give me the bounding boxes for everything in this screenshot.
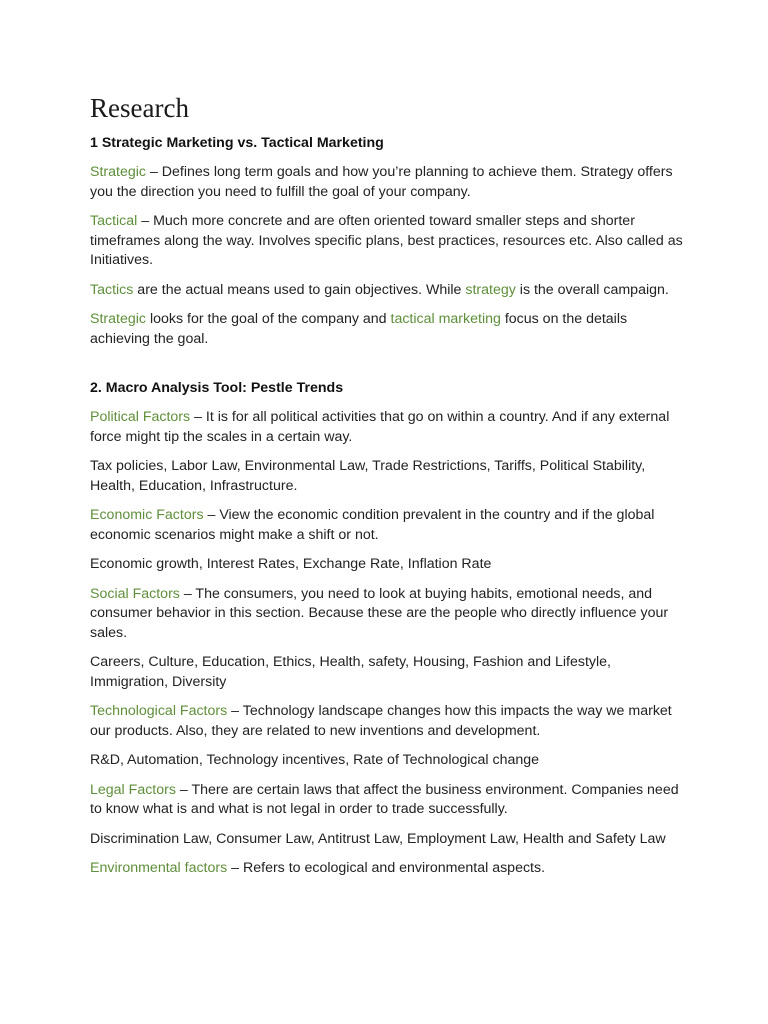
paragraph-text: – View the economic condition prevalent in the country and if the global economic scenarios might make a shift or not. [90,507,655,543]
section-heading-pestle: 2. Macro Analysis Tool: Pestle Trends [90,380,344,396]
paragraph-text: are the actual means used to gain objectives. While [133,281,466,298]
term-social-factors: Social Factors [90,585,180,602]
term-tactics: Tactics [90,281,134,298]
paragraph-political [90,408,690,447]
paragraph-text: is the overall campaign. [515,281,669,298]
term-environmental-factors: Environmental factors [90,860,228,876]
paragraph-text: – It is for all political activities that go on within a country. And if any external force might tip the scales in a certain way. [90,409,670,445]
list-social: Careers, Culture, Education, Ethics, Health, safety, Housing, Fashion and Lifestyle, Immigration, Diversity [90,654,611,690]
paragraph-text: – The consumers, you need to look at buying habits, emotional needs, and consumer behavior in this section. Because these are the people who directly influence your sales. [90,585,669,641]
term-technological-factors: Technological Factors [90,703,228,719]
term-economic-factors: Economic Factors [90,507,204,523]
term-legal-factors: Legal Factors [90,781,176,798]
paragraph-text: looks for the goal of the company and [146,311,391,327]
list-legal: Discrimination Law, Consumer Law, Antitrust Law, Employment Law, Health and Safety Law [90,830,666,847]
term-strategic: Strategic [90,164,146,180]
paragraph-tactical [90,212,690,271]
paragraph-text: – Defines long term goals and how you’re planning to achieve them. Strategy offers you the direction you need to fulfill the goal of your company. [90,164,673,200]
paragraph-legal [90,781,690,820]
paragraph-text: – Much more concrete and are often oriented toward smaller steps and shorter timeframes along the way. Involves specific plans, best practices, resources etc. Also called as Initiatives. [90,213,683,268]
paragraph-text: focus on the details achieving the goal. [90,311,628,347]
list-technological: R&D, Automation, Technology incentives, Rate of Technological change [90,752,540,768]
term-strategic: Strategic [90,311,146,327]
term-political-factors: Political Factors [90,409,191,425]
paragraph-economic [90,506,690,545]
paragraph-technological [90,702,690,741]
paragraph-environmental [90,859,690,879]
paragraph-text: – Refers to ecological and environmental aspects. [227,860,546,876]
section-heading-strategic-vs-tactical: 1 Strategic Marketing vs. Tactical Marketing [90,135,384,151]
document-title: Research [90,93,189,123]
paragraph-text: – There are certain laws that affect the business environment. Companies need to know what is and what is not legal in order to trade successfully. [90,781,679,817]
term-tactical: Tactical [90,213,138,229]
paragraph-social [90,585,690,644]
paragraph-strategic-summary [90,310,690,349]
document-page [90,92,690,889]
paragraph-text: – Technology landscape changes how this impacts the way we market our products. Also, they are related to new inventions and development. [90,703,672,739]
term-tactical-marketing: tactical marketing [390,311,501,327]
list-political: Tax policies, Labor Law, Environmental Law, Trade Restrictions, Tariffs, Political Stability, Health, Education, Infrastructure. [90,458,646,494]
paragraph-strategic [90,163,690,202]
paragraph-tactics [90,281,690,301]
list-economic: Economic growth, Interest Rates, Exchange Rate, Inflation Rate [90,556,492,572]
term-strategy: strategy [465,281,516,298]
